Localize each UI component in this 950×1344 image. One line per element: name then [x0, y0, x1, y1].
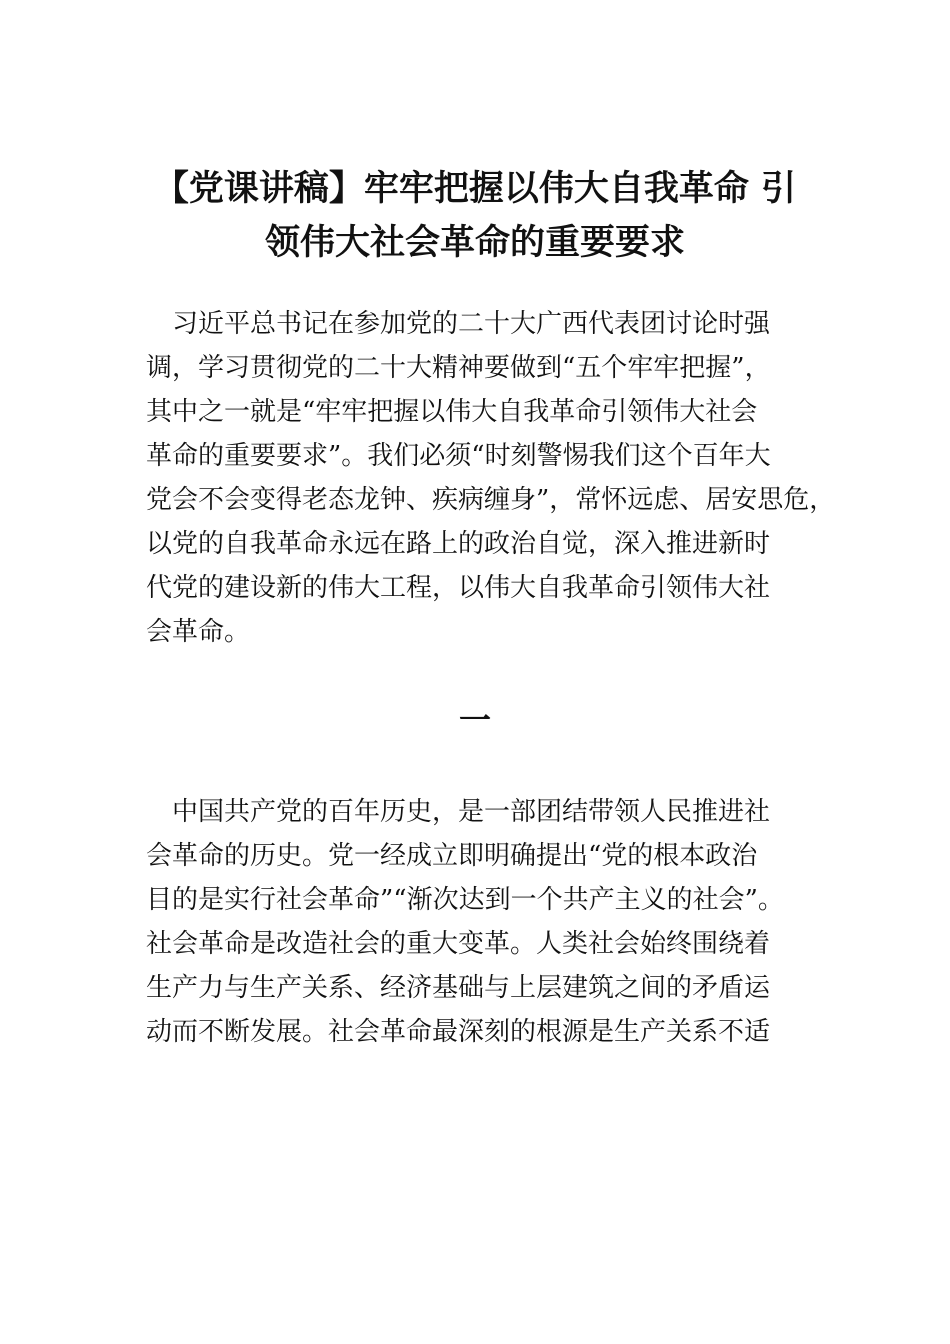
paragraph-1-line-3: 其中之一就是“牢牢把握以伟大自我革命引领伟大社会 [146, 397, 758, 427]
paragraph-1-line-4: 革命的重要要求”。我们必须“时刻警惕我们这个百年大 [146, 441, 771, 471]
paragraph-1-line-5: 党会不会变得老态龙钟、疾病缠身”，常怀远虑、居安思危， [146, 485, 836, 515]
paragraph-1-line-7: 代党的建设新的伟大工程，以伟大自我革命引领伟大社 [146, 573, 771, 603]
paragraph-2-line-4: 社会革命是改造社会的重大变革。人类社会始终围绕着 [146, 929, 771, 959]
paragraph-1-line-6: 以党的自我革命永远在路上的政治自觉，深入推进新时 [146, 529, 771, 559]
paragraph-2-line-3: 目的是实行社会革命”“渐次达到一个共产主义的社会”。 [146, 885, 784, 915]
paragraph-1-line-2: 调，学习贯彻党的二十大精神要做到“五个牢牢把握”， [146, 353, 771, 383]
paragraph-1-line-1: 习近平总书记在参加党的二十大广西代表团讨论时强 [146, 309, 771, 339]
paragraph-2-line-1: 中国共产党的百年历史，是一部团结带领人民推进社 [146, 797, 771, 827]
section-number: 一 [458, 701, 491, 739]
paragraph-2-line-6: 动而不断发展。社会革命最深刻的根源是生产关系不适 [146, 1017, 771, 1047]
paragraph-1-line-8: 会革命。 [146, 617, 251, 647]
paragraph-2-line-5: 生产力与生产关系、经济基础与上层建筑之间的矛盾运 [146, 973, 771, 1003]
title-line-1: 【党课讲稿】牢牢把握以伟大自我革命 引 [153, 169, 797, 209]
document-title [130, 162, 820, 270]
title-line-2: 领伟大社会革命的重要要求 [264, 223, 685, 263]
paragraph-2-line-2: 会革命的历史。党一经成立即明确提出“党的根本政治 [146, 841, 758, 871]
